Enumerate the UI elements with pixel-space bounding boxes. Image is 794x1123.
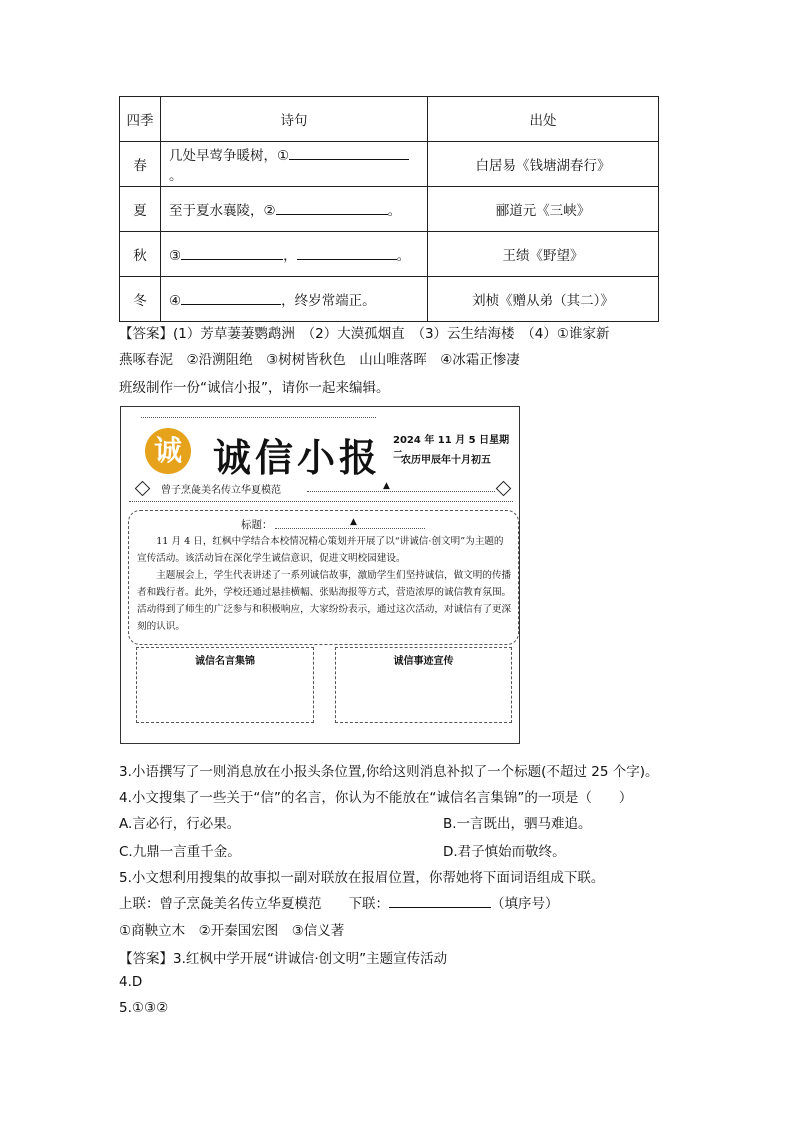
quotes-box-label: 诚信名言集锦 [195,656,255,667]
question-5-couplet [119,892,559,912]
answer-4: 4.D [119,974,143,990]
poem-text: 至于夏水襄陵，② [169,203,276,219]
answer-line-2: 燕啄春泥 ②沿溯阻绝 ③树树皆秋色 山山唯落晖 ④冰霜正惨凄 [119,352,520,368]
poem-text: ③ [169,248,182,264]
newspaper-title: 诚信小报 [213,435,382,480]
poem-text: 几处早莺争暖树，① [169,148,290,164]
poem-text: ， [283,248,297,264]
header-dotted-rule [129,501,513,502]
question-5: 5.小文想利用搜集的故事拟一副对联放在报眉位置，你帮她将下面词语组成下联。 [119,870,605,886]
couplet-upper: 曾子烹彘美名传立华夏模范 [161,485,281,496]
source-cell: 刘桢《赠从弟（其二）》 [428,277,659,322]
question-4: 4.小文搜集了一些关于“信”的名言，你认为不能放在“诚信名言集锦”的一项是（ ） [119,790,633,806]
answer-5: 5.①③② [119,1000,169,1016]
answer-3: 【答案】3.红枫中学开展“讲诚信·创文明”主题宣传活动 [119,951,448,967]
intro-text: 班级制作一份“诚信小报”，请你一起来编辑。 [119,380,390,396]
answer-blank[interactable] [297,247,397,260]
option-c: C.九鼎一言重千金。 [119,844,241,860]
table-row [120,142,659,187]
diamond-icon [496,481,512,497]
top-dotted-rule [141,417,376,418]
option-b: B.一言既出，驷马难追。 [443,816,592,832]
option-d: D.君子慎始而敬终。 [443,844,566,860]
poem-cell [161,142,428,187]
source-cell: 王绩《野望》 [428,232,659,277]
triangle-marker-icon: ▲ [383,481,390,491]
option-a: A.言必行，行必果。 [119,816,241,832]
article-paragraph: 主题展会上，学生代表讲述了一系列诚信故事，激励学生们坚持诚信，做文明的传播者和践行者。此外，学校还通过悬挂横幅、张贴海报等方式，营造浓厚的诚信教育氛围。活动得到了师生的广泛参与和积极响应，大家纷纷表示，通过这次活动，对诚信有了更深刻的认识。 [137,570,512,632]
answer-blank[interactable] [181,247,283,260]
lunar-date-line: 农历甲辰年十月初五 [401,455,491,466]
poem-text: 。 [396,248,411,264]
answer-blank[interactable] [181,292,281,305]
header-season: 四季 [120,97,161,142]
poem-text: ，终岁常端正。 [281,293,376,309]
poem-text: 。 [169,168,183,184]
poem-cell [161,187,428,232]
source-cell: 白居易《钱塘湖春行》 [428,142,659,187]
stories-box [335,647,512,723]
poem-table [119,96,659,322]
season-cell: 冬 [120,277,161,322]
answer-line-1: 【答案】(1）芳草萋萋鹦鹉洲 （2）大漠孤烟直 （3）云生结海楼 （4）①谁家新 [119,326,610,342]
couplet-blank[interactable] [307,491,495,492]
article-paragraph: 11 月 4 日，红枫中学结合本校情况精心策划并开展了以“讲诚信·创文明”为主题的宣传活动。该活动旨在深化学生诚信意识，促进文明校园建设。 [137,536,504,564]
headline-article [128,510,519,645]
season-cell: 夏 [120,187,161,232]
season-cell: 春 [120,142,161,187]
fill-hint: （填序号） [491,896,559,912]
article-body [137,533,512,635]
upper-couplet-text: 上联：曾子烹彘美名传立华夏模范 下联： [119,896,389,912]
header-poem: 诗句 [161,97,428,142]
poem-text: 。 [387,203,402,219]
stories-box-label: 诚信事迹宣传 [393,656,454,667]
triangle-marker-icon: ▲ [350,517,357,527]
newspaper-logo [145,428,191,474]
article-title-blank[interactable] [275,528,425,529]
table-row [120,277,659,322]
lower-couplet-blank[interactable] [389,895,491,908]
article-title-label: 标题： [241,519,273,531]
question-5-choices: ①商鞅立木 ②开秦国宏图 ③信义著 [119,923,345,939]
logo-glyph: 诚 [153,434,182,467]
answer-blank[interactable] [289,147,409,160]
table-row [120,187,659,232]
date-line: 2024 年 11 月 5 日星期二 [393,435,510,461]
source-cell: 郦道元《三峡》 [428,187,659,232]
answer-blank[interactable] [276,202,388,215]
header-source: 出处 [428,97,659,142]
poem-cell [161,232,428,277]
quotes-box [136,647,314,723]
poem-cell [161,277,428,322]
question-3: 3.小语撰写了一则消息放在小报头条位置,你给这则消息补拟了一个标题(不超过 25 个字)。 [119,764,659,780]
poem-text: ④ [169,293,182,309]
table-row [120,232,659,277]
newspaper [120,406,520,744]
diamond-icon [135,481,151,497]
season-cell: 秋 [120,232,161,277]
